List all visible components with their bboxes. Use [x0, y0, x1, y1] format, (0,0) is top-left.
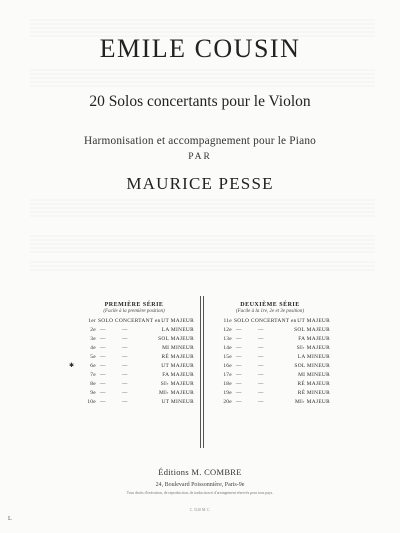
list-item — [204, 380, 336, 389]
ditto-dash: — — [100, 354, 106, 360]
ditto-dash: — — [258, 390, 264, 396]
list-item — [68, 380, 200, 389]
ditto-dash: — — [236, 381, 242, 387]
solo-label: SOLO CONCERTANT en — [98, 318, 161, 324]
solo-number: 20e — [223, 399, 232, 405]
solo-number: 9e — [90, 390, 96, 396]
list-item — [204, 389, 336, 398]
solo-number: 10e — [87, 399, 96, 405]
list-item — [68, 317, 200, 326]
list-item — [204, 317, 336, 326]
ditto-dash: — — [122, 372, 128, 378]
work-title: 20 Solos concertants pour le Violon — [89, 93, 311, 110]
ditto-dash: — — [258, 336, 264, 342]
publisher-name: Éditions M. COMBRE — [158, 467, 242, 477]
ditto-dash: — — [122, 336, 128, 342]
arranger-name: MAURICE PESSE — [126, 174, 274, 193]
ditto-dash: — — [258, 399, 264, 405]
ditto-dash: — — [122, 399, 128, 405]
solo-key: MI MINEUR — [162, 345, 194, 351]
ditto-dash: — — [236, 345, 242, 351]
list-item — [204, 371, 336, 380]
solo-key: UT MINEUR — [161, 399, 194, 405]
solo-number: 11e — [223, 318, 232, 324]
ditto-dash: — — [236, 336, 242, 342]
solo-key: SI♭ MAJEUR — [160, 381, 194, 387]
solo-key: MI MINEUR — [298, 372, 330, 378]
ditto-dash: — — [236, 354, 242, 360]
solo-number: 14e — [223, 345, 232, 351]
solo-key: SI♭ MAJEUR — [296, 345, 330, 351]
solo-number: 18e — [223, 381, 232, 387]
list-item — [68, 326, 200, 335]
ditto-dash: — — [258, 345, 264, 351]
list-item — [204, 326, 336, 335]
asterisk-mark: ✱ — [69, 363, 75, 369]
corner-mark: L — [8, 516, 12, 522]
solo-key: UT MAJEUR — [161, 318, 194, 324]
ditto-dash: — — [258, 381, 264, 387]
solo-number: 15e — [223, 354, 232, 360]
solo-key: SOL MINEUR — [294, 363, 330, 369]
ditto-dash: — — [100, 363, 106, 369]
list-item — [204, 335, 336, 344]
solo-number: 1er — [88, 318, 96, 324]
plate-code: C. 5120 M. C. — [189, 508, 211, 512]
series-heading: DEUXIÈME SÉRIE — [240, 302, 300, 308]
ditto-dash: — — [236, 399, 242, 405]
solo-key: UT MAJEUR — [161, 363, 194, 369]
solo-number: 17e — [223, 372, 232, 378]
series-heading: PREMIÈRE SÉRIE — [104, 302, 164, 308]
solo-number: 6e — [90, 363, 96, 369]
solo-number: 3e — [90, 336, 96, 342]
solo-number: 12e — [223, 327, 232, 333]
ditto-dash: — — [258, 327, 264, 333]
ditto-dash: — — [122, 381, 128, 387]
solo-key: FA MAJEUR — [298, 336, 330, 342]
ditto-dash: — — [122, 354, 128, 360]
work-subtitle: Harmonisation et accompagnement pour le Piano — [83, 135, 317, 147]
list-item — [204, 398, 336, 407]
solo-number: 2e — [90, 327, 96, 333]
list-item — [204, 362, 336, 371]
by-label: PAR — [188, 152, 212, 162]
ditto-dash: — — [100, 372, 106, 378]
solo-key: MI♭ MAJEUR — [158, 390, 194, 396]
ditto-dash: — — [100, 345, 106, 351]
ditto-dash: — — [236, 390, 242, 396]
ditto-dash: — — [100, 381, 106, 387]
list-item — [68, 344, 200, 353]
list-item — [68, 335, 200, 344]
ditto-dash: — — [258, 363, 264, 369]
series-second — [204, 296, 336, 407]
solo-number: 13e — [223, 336, 232, 342]
list-item — [68, 353, 200, 362]
ditto-dash: — — [100, 399, 106, 405]
ditto-dash: — — [100, 327, 106, 333]
ditto-dash: — — [122, 327, 128, 333]
list-item — [204, 344, 336, 353]
solo-key: UT MAJEUR — [297, 318, 330, 324]
solo-key: LA MINEUR — [161, 327, 194, 333]
solo-key: SOL MAJEUR — [294, 327, 330, 333]
solo-number: 7e — [90, 372, 96, 378]
legal-notice: Tous droits d'exécution, de reproduction, de traduction et d'arrangement réservés pour tous pays. — [126, 491, 274, 495]
list-item — [68, 389, 200, 398]
contents-table — [68, 296, 332, 448]
ditto-dash: — — [258, 372, 264, 378]
ditto-dash: — — [122, 363, 128, 369]
solo-key: SOL MAJEUR — [158, 336, 194, 342]
solo-key: RÉ MAJEUR — [161, 354, 194, 360]
ditto-dash: — — [236, 372, 242, 378]
solo-number: 19e — [223, 390, 232, 396]
series-note: (Facile à la première position) — [103, 309, 165, 314]
list-item — [68, 371, 200, 380]
series-first — [68, 296, 200, 407]
solo-label: SOLO CONCERTANT en — [234, 318, 297, 324]
solo-key: RÉ MINEUR — [297, 390, 330, 396]
ditto-dash: — — [236, 327, 242, 333]
ditto-dash: — — [100, 336, 106, 342]
solo-number: 5e — [90, 354, 96, 360]
list-item — [68, 398, 200, 407]
solo-number: 4e — [90, 345, 96, 351]
solo-key: LA MINEUR — [297, 354, 330, 360]
ditto-dash: — — [258, 354, 264, 360]
solo-number: 16e — [223, 363, 232, 369]
list-item — [204, 353, 336, 362]
publisher-address: 24, Boulevard Poissonnière, Paris-9e — [155, 482, 245, 488]
list-item — [68, 362, 200, 371]
ditto-dash: — — [236, 363, 242, 369]
solo-key: FA MAJEUR — [162, 372, 194, 378]
solo-number: 8e — [90, 381, 96, 387]
ditto-dash: — — [122, 390, 128, 396]
solo-key: MI♭ MAJEUR — [294, 399, 330, 405]
series-note: (Facile à la 1re, 2e et 3e position) — [235, 309, 305, 314]
ditto-dash: — — [122, 345, 128, 351]
composer-name: EMILE COUSIN — [99, 34, 301, 63]
solo-key: RÉ MAJEUR — [297, 381, 330, 387]
ditto-dash: — — [100, 390, 106, 396]
